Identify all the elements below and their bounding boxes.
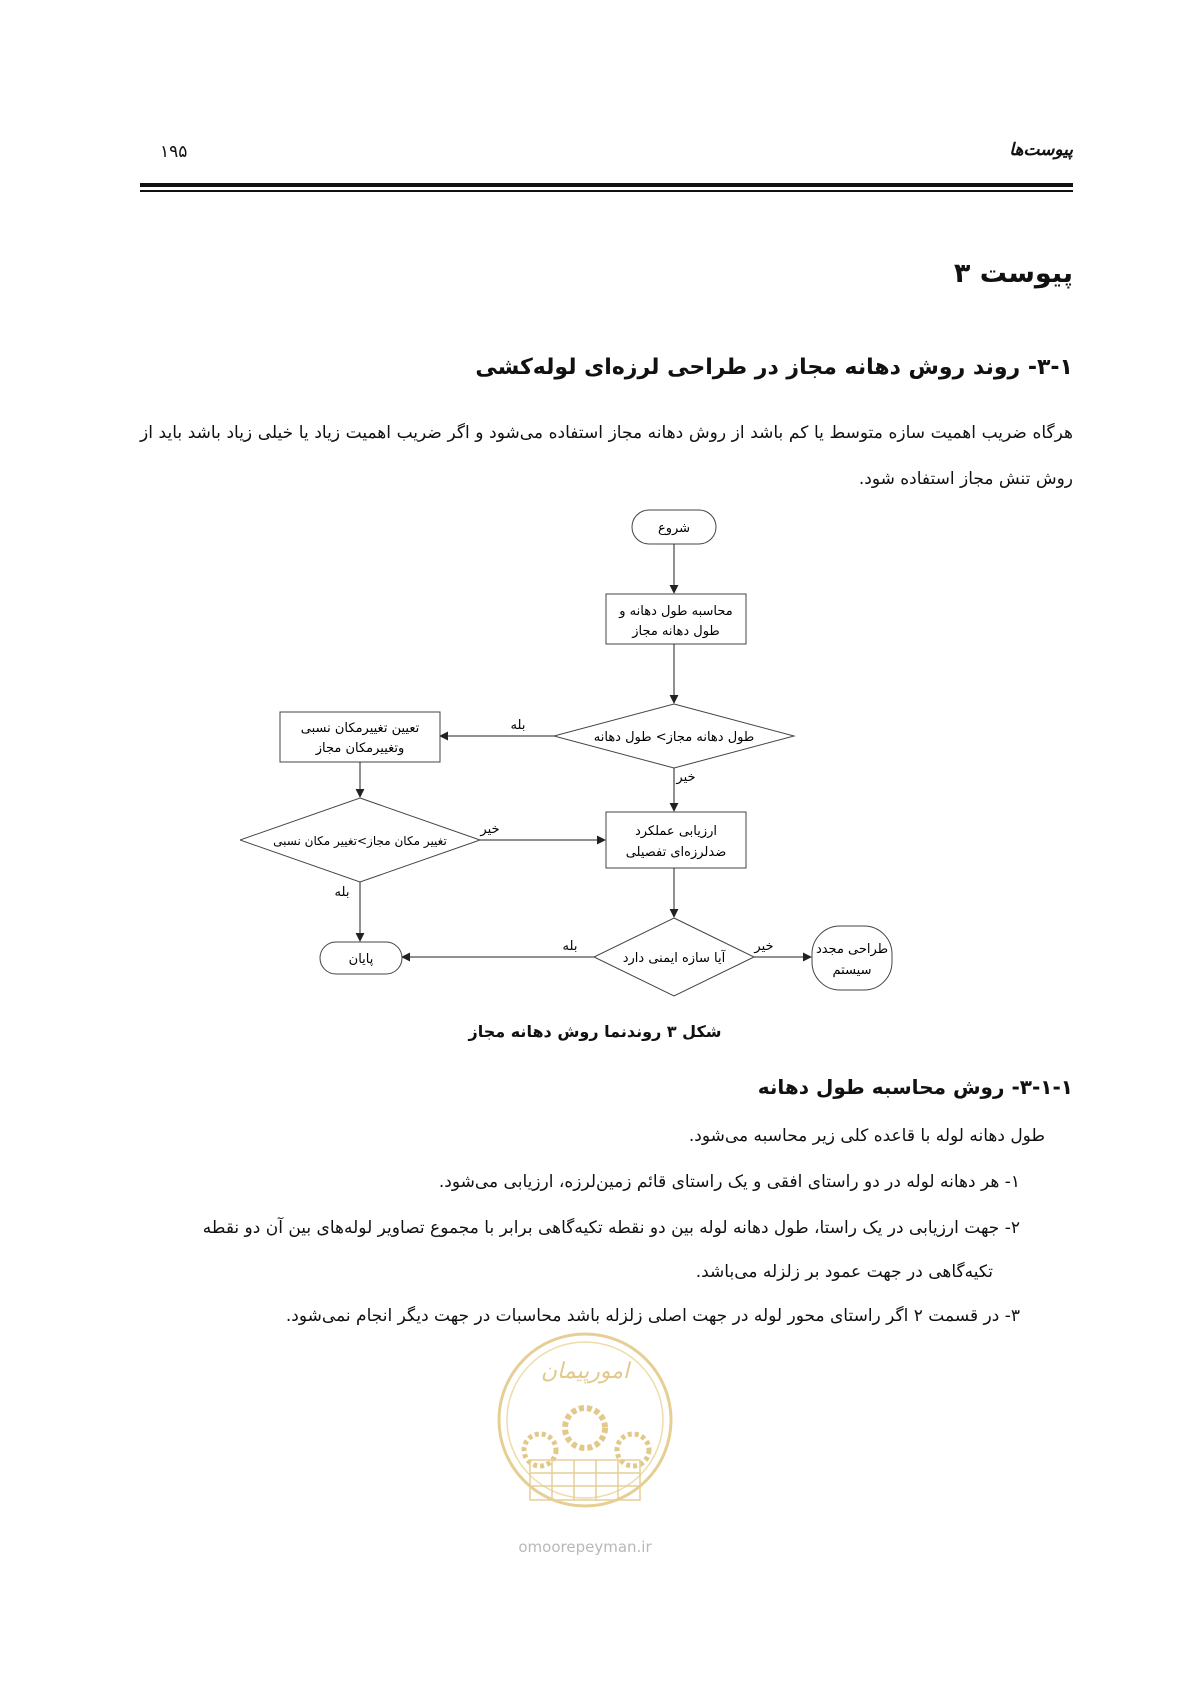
watermark-url: omoorepeyman.ir (518, 1538, 652, 1556)
evaluation-line1: ارزیابی عملکرد (634, 824, 718, 839)
appendix-title: پیوست ۳ (953, 258, 1073, 289)
intro-paragraph: هرگاه ضریب اهمیت سازه متوسط یا کم باشد از روش دهانه مجاز استفاده می‌شود و اگر ضریب اهمیت زیاد یا خیلی زیاد باشد باید از روش تنش مجاز استفاده شود. (140, 423, 1073, 489)
no-label-1: خیر (676, 770, 696, 785)
subsection-heading: ۳-۱-۱- روش محاسبه طول دهانه (757, 1075, 1073, 1099)
start-label: شروع (657, 521, 691, 536)
figure-caption: شکل ۳ روندنما روش دهانه مجاز (468, 1022, 722, 1041)
watermark-logo-text: امورپیمان (540, 1359, 630, 1384)
header-rule-thin (140, 190, 1073, 192)
redesign-terminal (812, 926, 892, 990)
list-item-3: ۳- در قسمت ۲ اگر راستای محور لوله در جهت اصلی زلزله باشد محاسبات در جهت دیگر انجام نمی‌شود. (285, 1306, 1020, 1326)
list-item-1: ۱- هر دهانه لوله در دو راستای افقی و یک راستای قائم زمین‌لرزه، ارزیابی می‌شود. (438, 1172, 1020, 1192)
page-number: ۱۹۵ (160, 142, 188, 162)
no-label-2: خیر (480, 822, 500, 837)
section-heading: ۳-۱- روند روش دهانه مجاز در طراحی لرزه‌ای لوله‌کشی (475, 355, 1073, 380)
yes-label-1: بله (510, 718, 526, 733)
calc-span-line1: محاسبه طول دهانه و (619, 604, 733, 619)
watermark-gear-right (617, 1434, 649, 1466)
watermark-gear-center (565, 1408, 605, 1448)
watermark-grid (530, 1460, 640, 1500)
flowchart-diagram (240, 500, 970, 1020)
watermark-gear-left (524, 1434, 556, 1466)
calc-span-line2: طول دهانه مجاز (632, 624, 720, 639)
list-item-2-line2: تکیه‌گاهی در جهت عمود بر زلزله می‌باشد. (695, 1262, 993, 1282)
redesign-line2: سیستم (832, 963, 872, 978)
relative-displacement-line1: تعیین تغییرمکان نسبی (300, 721, 420, 736)
decision-displacement-label: تغییر مکان مجاز>تغییر مکان نسبی (273, 834, 447, 848)
yes-label-2: بله (334, 885, 350, 900)
redesign-line1: طراحی مجدد (815, 942, 889, 957)
header-rule-thick (140, 183, 1073, 187)
yes-label-3: بله (562, 939, 578, 954)
decision-span-label: طول دهانه مجاز> طول دهانه (593, 730, 755, 745)
page-header (0, 0, 1190, 200)
end-label: پایان (348, 952, 374, 967)
running-title: پیوست‌ها (1009, 140, 1073, 160)
evaluation-line2: ضدلرزه‌ای تفصیلی (625, 845, 727, 860)
relative-displacement-line2: وتغییرمکان مجاز (315, 741, 405, 756)
no-label-3: خیر (754, 939, 774, 954)
body-lead: طول دهانه لوله با قاعده کلی زیر محاسبه می‌شود. (688, 1126, 1045, 1146)
watermark-logo (485, 1320, 685, 1570)
decision-safety-label: آیا سازه ایمنی دارد (622, 951, 726, 966)
list-item-2-line1: ۲- جهت ارزیابی در یک راستا، طول دهانه لوله بین دو نقطه تکیه‌گاهی برابر با مجموع تصاویر لوله‌های بین آن دو نقطه (202, 1218, 1020, 1238)
